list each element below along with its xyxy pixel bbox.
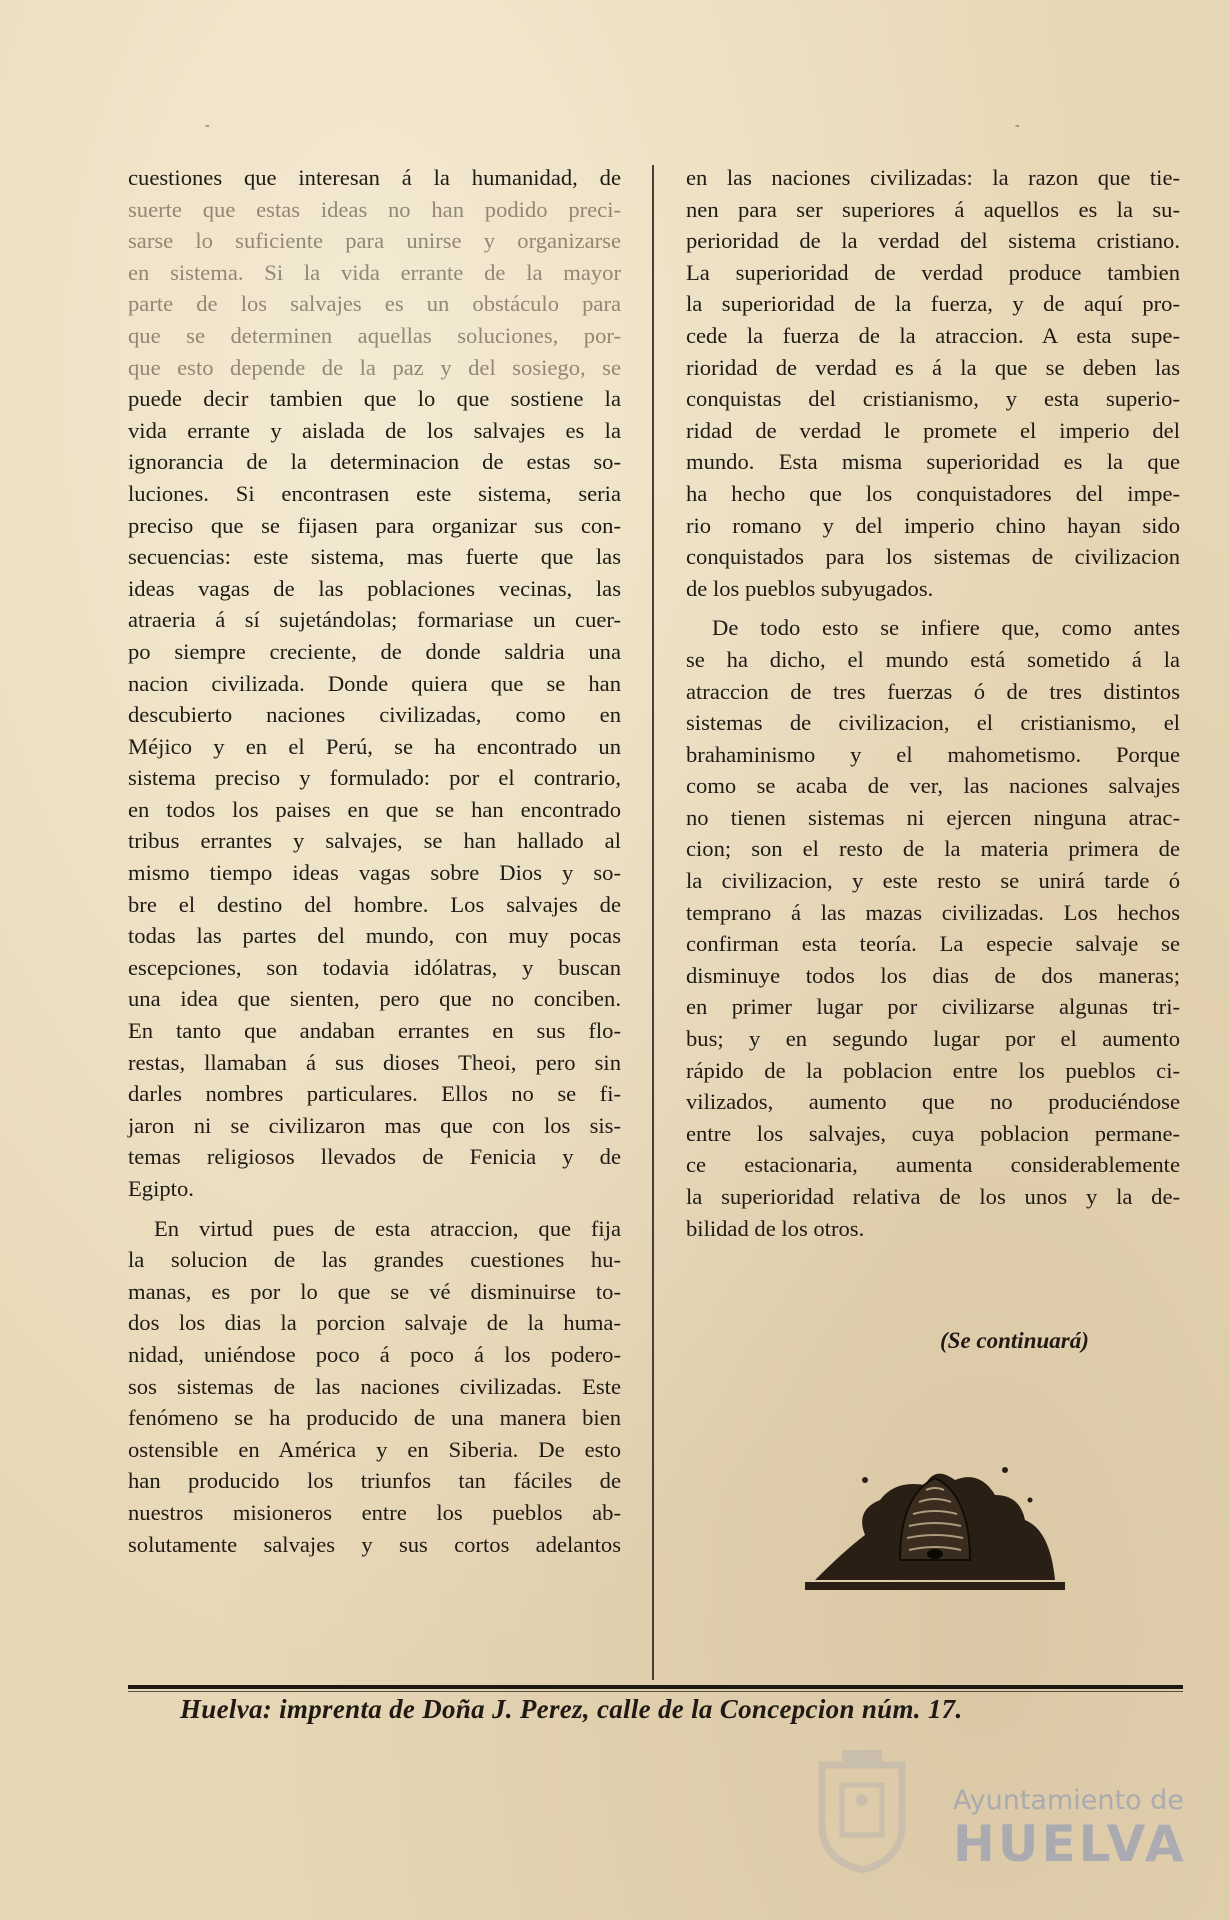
text-line: sistema preciso y formulado: por el contrario, (128, 765, 621, 791)
text-line: cede la fuerza de la atraccion. A esta supe- (686, 322, 1180, 348)
text-line: sistemas de civilizacion, el cristianismo, el (686, 710, 1180, 736)
text-line: Méjico y en el Perú, se ha encontrado un (128, 733, 621, 759)
text-line: se ha dicho, el mundo está sometido á la (686, 646, 1180, 672)
text-line: bre el destino del hombre. Los salvajes de (128, 891, 621, 917)
page-mark-left: - (205, 118, 210, 133)
text-line: cion; son el resto de la materia primera de (686, 836, 1180, 862)
watermark-line2: HUELVA (953, 1815, 1187, 1873)
text-line: bus; y en segundo lugar por el aumento (686, 1026, 1180, 1052)
text-line: como se acaba de ver, las naciones salvajes (686, 773, 1180, 799)
text-line: luciones. Si encontrasen este sistema, seria (128, 480, 621, 506)
text-line: han producido los triunfos tan fáciles de (128, 1468, 621, 1494)
text-line: ideas vagas de las poblaciones vecinas, las (128, 575, 621, 601)
text-line: jaron ni se civilizaron mas que con los sis- (128, 1112, 621, 1138)
right-column (686, 162, 1180, 1244)
column-divider (652, 165, 654, 1680)
text-line: descubierto naciones civilizadas, como en (128, 702, 621, 728)
text-line: la superioridad de la fuerza, y de aquí pro- (686, 291, 1180, 317)
text-line: nuestros misioneros entre los pueblos ab- (128, 1499, 621, 1525)
text-line: entre los salvajes, cuya poblacion permane- (686, 1120, 1180, 1146)
text-line: en primer lugar por civilizarse algunas tri- (686, 994, 1180, 1020)
text-line: todas las partes del mundo, con muy pocas (128, 923, 621, 949)
text-line: En virtud pues de esta atraccion, que fija (154, 1215, 621, 1241)
text-line: sarse lo suficiente para unirse y organizarse (128, 228, 621, 254)
text-line: confirman esta teoría. La especie salvaje se (686, 931, 1180, 957)
text-line: nidad, uniéndose poco á poco á los podero- (128, 1341, 621, 1367)
text-line: mismo tiempo ideas vagas sobre Dios y so- (128, 860, 621, 886)
text-line: rioridad de verdad es á la que se deben las (686, 354, 1180, 380)
text-line: vilizados, aumento que no produciéndose (686, 1089, 1180, 1115)
text-line: fenómeno se ha producido de una manera bien (128, 1405, 621, 1431)
text-line: disminuye todos los dias de dos maneras; (686, 962, 1180, 988)
text-line: en sistema. Si la vida errante de la mayor (128, 259, 621, 285)
text-line: brahaminismo y el mahometismo. Porque (686, 741, 1180, 767)
text-line: preciso que se fijasen para organizar sus con- (128, 512, 621, 538)
text-line: dos los dias la porcion salvaje de la huma- (128, 1310, 621, 1336)
text-line: parte de los salvajes es un obstáculo para (128, 291, 621, 317)
text-line: tribus errantes y salvajes, se han hallado al (128, 828, 621, 854)
text-line: restas, llamaban á sus dioses Theoi, pero sin (128, 1049, 621, 1075)
printer-imprint: Huelva: imprenta de Doña J. Perez, calle de la Concepcion núm. 17. (180, 1694, 963, 1724)
text-line: ha hecho que los conquistadores del impe- (686, 480, 1180, 506)
text-line: ostensible en América y en Siberia. De esto (128, 1436, 621, 1462)
text-line: temprano á las mazas civilizadas. Los hechos (686, 899, 1180, 925)
text-line: que se determinen aquellas soluciones, por- (128, 322, 621, 348)
watermark-line1: Ayuntamiento de (953, 1785, 1184, 1816)
text-line: escepciones, son todavia idólatras, y buscan (128, 954, 621, 980)
text-line: suerte que estas ideas no han podido preci- (128, 196, 621, 222)
text-line: que esto depende de la paz y del sosiego, se (128, 354, 621, 380)
huelva-coat-of-arms-icon (812, 1745, 912, 1875)
text-line: ignorancia de la determinacion de estas so- (128, 449, 621, 475)
text-line: La superioridad de verdad produce tambien (686, 259, 1180, 285)
imprint-rule-thin (128, 1691, 1183, 1692)
text-line: en todos los paises en que se han encontrado (128, 796, 621, 822)
page-mark-right: - (1015, 118, 1020, 133)
text-line: de los pueblos subyugados. (686, 575, 934, 601)
text-line: ridad de verdad le promete el imperio del (686, 417, 1180, 443)
text-line: nen para ser superiores á aquellos es la su- (686, 196, 1180, 222)
text-line: la superioridad relativa de los unos y la de- (686, 1184, 1180, 1209)
text-line: En tanto que andaban errantes en sus flo- (128, 1018, 621, 1044)
text-line: rio romano y del imperio chino hayan sido (686, 512, 1180, 538)
text-line: una idea que sienten, pero que no conciben. (128, 986, 621, 1012)
text-line: ce estacionaria, aumenta considerablemente (686, 1152, 1180, 1178)
text-line: mundo. Esta misma superioridad es la que (686, 449, 1180, 475)
text-line: no tienen sistemas ni ejercen ninguna atrac- (686, 804, 1180, 830)
beehive-vignette-icon (805, 1440, 1065, 1590)
text-line: secuencias: este sistema, mas fuerte que las (128, 544, 621, 570)
imprint-rule (128, 1685, 1183, 1689)
text-line: rápido de la poblacion entre los pueblos ci- (686, 1057, 1180, 1083)
text-line: nacion civilizada. Donde quiera que se han (128, 670, 621, 696)
text-line: vida errante y aislada de los salvajes es la (128, 417, 621, 443)
text-line: sos sistemas de las naciones civilizadas. Este (128, 1373, 621, 1399)
text-line: perioridad de la verdad del sistema cristiano. (686, 228, 1180, 254)
continuation-note: (Se continuará) (940, 1328, 1089, 1353)
text-line: temas religiosos llevados de Fenicia y de (128, 1144, 621, 1170)
text-line: po siempre creciente, de donde saldria una (128, 638, 621, 664)
text-line: conquistados para los sistemas de civilizacion (686, 544, 1180, 570)
text-line: De todo esto se infiere que, como antes (712, 615, 1180, 641)
text-line: en las naciones civilizadas: la razon que tie- (686, 165, 1180, 190)
text-line: atraeria á sí sujetándolas; formariase un cuer- (128, 607, 621, 633)
text-line: la civilizacion, y este resto se unirá tarde ó (686, 868, 1180, 894)
text-line: conquistas del cristianismo, y esta superio- (686, 386, 1180, 412)
text-line: darles nombres particulares. Ellos no se fi- (128, 1081, 621, 1107)
text-line: Egipto. (128, 1176, 194, 1201)
text-line: bilidad de los otros. (686, 1215, 865, 1241)
text-line: la solucion de las grandes cuestiones hu- (128, 1247, 621, 1273)
text-line: manas, es por lo que se vé disminuirse to- (128, 1278, 621, 1304)
text-line: puede decir tambien que lo que sostiene la (128, 386, 621, 412)
left-column (128, 162, 621, 1560)
text-line: cuestiones que interesan á la humanidad, de (128, 165, 621, 190)
text-line: solutamente salvajes y sus cortos adelantos (128, 1531, 621, 1557)
text-line: atraccion de tres fuerzas ó de tres distintos (686, 678, 1180, 704)
